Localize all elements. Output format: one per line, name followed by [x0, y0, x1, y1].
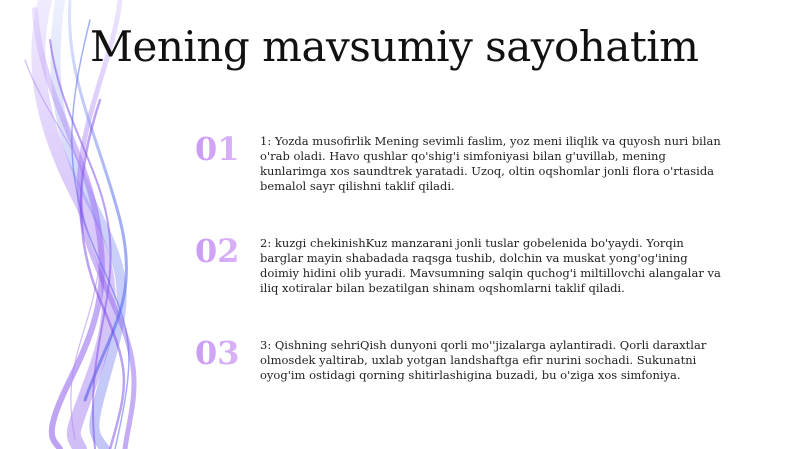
item-number: 03	[195, 334, 255, 372]
item-number: 02	[195, 232, 255, 270]
item-text: 3: Qishning sehriQish dunyoni qorli mo''jizalarga aylantiradi. Qorli daraxtlar olmosdek yaltirab, uxlab yotgan landshaftga efir nurini sochadi. Sukunatni oyog'im ostidagi qorning shitirlashigina buzadi, bu o'ziga xos simfoniya.	[260, 338, 707, 382]
slide-title: Mening mavsumiy sayohatim	[90, 22, 699, 71]
item-text: 1: Yozda musofirlik Mening sevimli faslim, yoz meni iliqlik va quyosh nuri bilan o'rab oladi. Havo qushlar qo'shig'i simfoniyasi bilan g'uvillab, mening kunlarimga xos saundtrek yaratadi. Uzoq, oltin oqshomlar jonli flora o'rtasida bemalol sayr qilishni taklif qiladi.	[260, 134, 721, 193]
item-number: 01	[195, 130, 255, 168]
item-text: 2: kuzgi chekinishKuz manzarani jonli tuslar gobelenida bo'yaydi. Yorqin barglar mayin shabadada raqsga tushib, dolchin va muskat yong'og'ining doimiy hidini olib yuradi. Mavsumning salqin quchog'i miltillovchi alangalar va iliq xotiralar bilan bezatilgan shinam oqshomlarni taklif qiladi.	[260, 236, 721, 295]
